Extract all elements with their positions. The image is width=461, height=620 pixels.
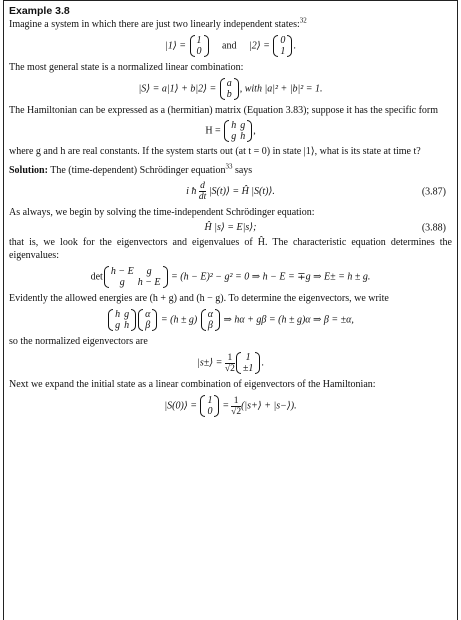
- equation-3-88: Ĥ |s⟩ = E|s⟩; (3.88): [204, 222, 446, 233]
- vector-alpha-beta: α β: [138, 309, 157, 331]
- paragraph-question: where g and h are real constants. If the system starts out (at t = 0) in state |1⟩, what is its state at time t?: [9, 146, 421, 157]
- solution-label: Solution:: [9, 165, 48, 176]
- equation-initial-state: |S(0)⟩ = 1 0 = $\frac{1}{√2}$ (|s+⟩ + |s−⟩).: [164, 395, 297, 417]
- equation-eigenvectors: h g g h α β = (h ± g) α β ⇒ hα + gβ = (h ± g)α ⇒ β = ±α,: [9, 309, 452, 331]
- vector-ab: a b: [220, 78, 239, 100]
- example-title: Example 3.8: [9, 5, 70, 17]
- paragraph-eigen: that is, we look for the eigenvectors and eigenvalues of Ĥ. The characteristic equation determines the eigenvalues:: [9, 237, 452, 261]
- equation-general-state: |S⟩ = a|1⟩ + b|2⟩ = a b , with |a|² + |b|² = 1.: [138, 78, 323, 100]
- equation-hamiltonian-matrix: H = h g g h ,: [205, 120, 256, 142]
- paragraph-hamiltonian: The Hamiltonian can be expressed as a (hermitian) matrix (Equation 3.83); suppose it has the specific form: [9, 105, 439, 116]
- paragraph-intro: Imagine a system in which there are just two linearly independent states:$^{32}$: [9, 16, 307, 30]
- vector-one-pm-one: 1 ±1: [236, 352, 261, 374]
- paragraph-solution: Solution: The (time-dependent) Schrödinger equation$^{33}$ says: [9, 162, 253, 176]
- equation-characteristic: det h − E g g h − E = (h − E)² − g² = 0 ⇒ h − E = ∓g ⇒ E± = h ± g.: [90, 266, 371, 288]
- footnote-mark: 33: [225, 162, 233, 171]
- paragraph-normalized: so the normalized eigenvectors are: [9, 336, 148, 347]
- paragraph-general-state: The most general state is a normalized linear combination:: [9, 62, 244, 73]
- matrix-h2: h g g h: [108, 309, 136, 331]
- frame-left-rule: [3, 0, 4, 620]
- vector-ket2: 0 1: [273, 35, 292, 57]
- vector-ket1: 1 0: [190, 35, 209, 57]
- paragraph-expand: Next we expand the initial state as a linear combination of eigenvectors of the Hamiltonian:: [9, 379, 376, 390]
- frame-top-rule: [3, 0, 458, 1]
- matrix-h: h g g h: [224, 120, 252, 142]
- example-content: [9, 4, 452, 417]
- footnote-mark: 32: [299, 16, 307, 25]
- equation-number: (3.87): [421, 186, 446, 197]
- vector-one-zero: 1 0: [200, 395, 219, 417]
- matrix-det: h − E g g h − E: [104, 266, 168, 288]
- paragraph-time-independent: As always, we begin by solving the time-independent Schrödinger equation:: [9, 207, 315, 218]
- frame-right-rule: [457, 0, 458, 620]
- vector-alpha-beta-2: α β: [201, 309, 220, 331]
- equation-3-87: i ħ $\frac{d}{dt}$ |S(t)⟩ = Ĥ |S(t)⟩. (3.87): [186, 181, 446, 202]
- equation-normalized-eigenvectors: |s±⟩ = $\frac{1}{√2}$ 1 ±1 .: [197, 352, 264, 374]
- equation-basis-states: |1⟩ = 1 0 and |2⟩ = 0 1 .: [165, 35, 296, 57]
- equation-number: (3.88): [421, 222, 446, 233]
- paragraph-energies: Evidently the allowed energies are (h + g) and (h − g). To determine the eigenvectors, we write: [9, 293, 389, 304]
